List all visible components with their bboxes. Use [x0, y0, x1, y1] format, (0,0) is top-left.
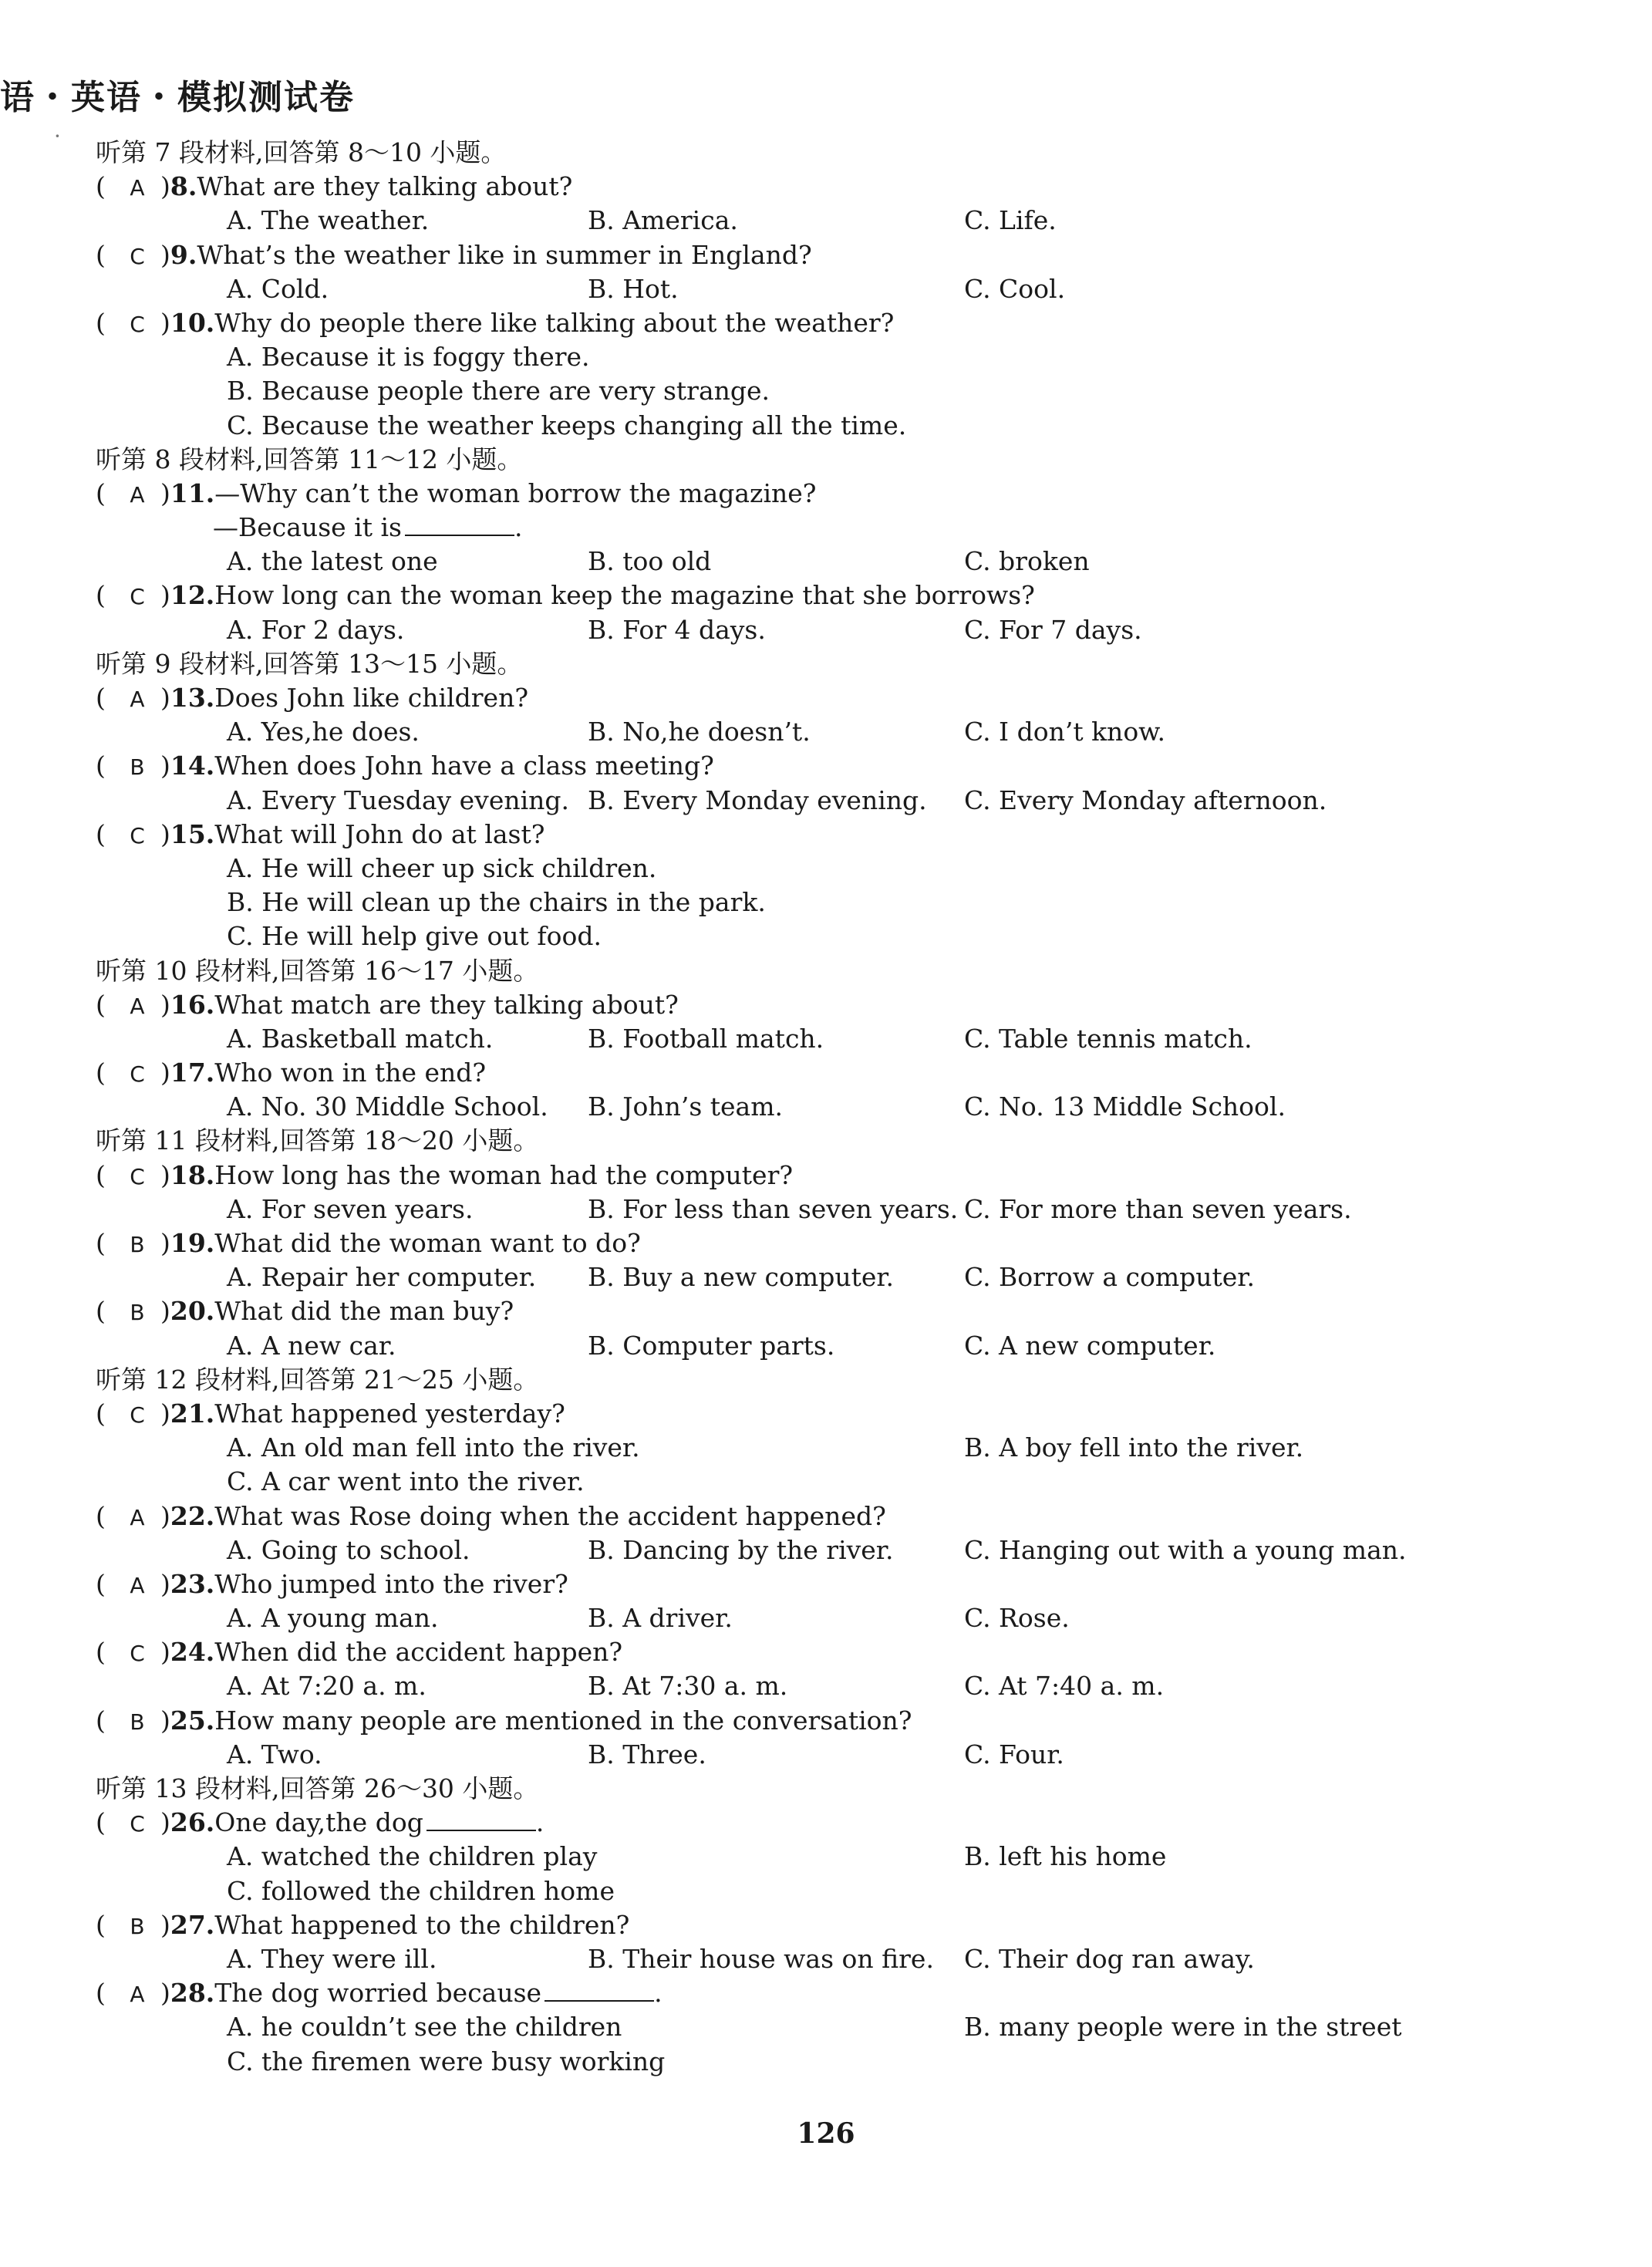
- question-text: What happened yesterday?: [214, 1398, 565, 1429]
- line-section: [96, 647, 1607, 681]
- paren-close: ): [160, 171, 170, 202]
- section-heading: 听第 7 段材料,回答第 8～10 小题。: [96, 137, 507, 167]
- line-question: [96, 1397, 1607, 1431]
- paren-open: (: [96, 1637, 106, 1668]
- option-a: A. Cold.: [227, 273, 329, 304]
- question-number: 12.: [170, 580, 215, 611]
- line-options3: [96, 204, 1607, 238]
- option-b: B. For 4 days.: [588, 614, 766, 645]
- line-options3: [96, 1942, 1607, 1976]
- question-number: 20.: [170, 1296, 215, 1327]
- line-option1: [96, 1465, 1607, 1499]
- decorative-dot: ·: [54, 123, 61, 149]
- option-a: A. A young man.: [227, 1603, 439, 1634]
- paren-close: ): [160, 580, 170, 611]
- option-b: B. A boy fell into the river.: [964, 1432, 1304, 1463]
- question: [96, 238, 812, 274]
- question-text: —Why can’t the woman borrow the magazine?: [214, 477, 817, 508]
- option-a: A. Repair her computer.: [227, 1262, 537, 1293]
- question: [96, 1397, 565, 1432]
- question: [96, 749, 714, 784]
- question-text: Why do people there like talking about the weather?: [214, 307, 895, 338]
- line-option1: [96, 340, 1607, 374]
- question-text: How many people are mentioned in the conversation?: [214, 1705, 912, 1736]
- line-section: [96, 1772, 1607, 1806]
- section-heading: 听第 9 段材料,回答第 13～15 小题。: [96, 648, 523, 679]
- paren-open: (: [96, 1228, 106, 1258]
- question-number: 18.: [170, 1159, 215, 1190]
- question: [96, 306, 894, 342]
- paren-close: ): [160, 1228, 170, 1258]
- question-number: 23.: [170, 1568, 215, 1599]
- option-c: C. Four.: [964, 1739, 1064, 1769]
- question-text: What did the man buy?: [214, 1296, 514, 1327]
- option-b: B. Football match.: [588, 1023, 824, 1054]
- option-a: A. An old man fell into the river.: [227, 1432, 640, 1463]
- answer-mark: A: [130, 1504, 145, 1530]
- question: [96, 1976, 662, 2012]
- paren-open: (: [96, 307, 106, 338]
- paren-close: ): [160, 1159, 170, 1190]
- paren-close: ): [160, 477, 170, 508]
- line-options3: [96, 272, 1607, 306]
- option-b: B. too old: [588, 546, 712, 577]
- paren-close: ): [160, 683, 170, 713]
- question-number: 8.: [170, 171, 197, 202]
- line-question: [96, 170, 1607, 204]
- option: B. He will clean up the chairs in the park.: [227, 887, 766, 918]
- line-section: [96, 1363, 1607, 1397]
- line-question: [96, 1159, 1607, 1193]
- option-a: A. Going to school.: [227, 1534, 470, 1565]
- line-option1: [96, 886, 1607, 919]
- paren-close: ): [160, 1978, 170, 2009]
- option-c: C. Every Monday afternoon.: [964, 784, 1327, 815]
- period: .: [654, 1978, 662, 2009]
- option-b: B. Computer parts.: [588, 1330, 835, 1361]
- question: [96, 681, 528, 717]
- question: [96, 1159, 793, 1194]
- line-options3: [96, 1329, 1607, 1363]
- option: C. followed the children home: [227, 1875, 615, 1906]
- line-section: [96, 136, 1607, 170]
- option-c: C. A new computer.: [964, 1330, 1216, 1361]
- line-options3: [96, 1090, 1607, 1124]
- option-c: C. For more than seven years.: [964, 1193, 1352, 1224]
- paren-open: (: [96, 1568, 106, 1599]
- paren-close: ): [160, 239, 170, 270]
- option: B. Because people there are very strange.: [227, 376, 770, 407]
- section-heading: 听第 11 段材料,回答第 18～20 小题。: [96, 1125, 539, 1156]
- response-line: [213, 511, 522, 545]
- question: [96, 1056, 486, 1091]
- question-text: Does John like children?: [214, 683, 529, 713]
- paren-close: ): [160, 751, 170, 781]
- paren-open: (: [96, 751, 106, 781]
- option-c: C. I don’t know.: [964, 717, 1166, 747]
- question-text: How long has the woman had the computer?: [214, 1159, 794, 1190]
- question-text: When does John have a class meeting?: [214, 751, 714, 781]
- line-question: [96, 1567, 1607, 1601]
- option: A. He will cheer up sick children.: [227, 852, 657, 883]
- question: [96, 1500, 886, 1535]
- line-options3: [96, 1738, 1607, 1772]
- paren-close: ): [160, 1500, 170, 1531]
- option-b: B. Dancing by the river.: [588, 1534, 894, 1565]
- question-text: When did the accident happen?: [214, 1637, 623, 1668]
- question: [96, 988, 679, 1024]
- answer-blank: [405, 513, 514, 536]
- question-number: 25.: [170, 1705, 215, 1736]
- option-b: B. America.: [588, 205, 738, 236]
- question-text: The dog worried because: [214, 1978, 542, 2009]
- period: .: [514, 512, 523, 543]
- question-number: 14.: [170, 751, 215, 781]
- question-number: 13.: [170, 683, 215, 713]
- line-options3: [96, 1669, 1607, 1703]
- option-b: B. many people were in the street: [964, 2012, 1402, 2043]
- option-c: C. broken: [964, 546, 1090, 577]
- question-text: What match are they talking about?: [214, 989, 679, 1020]
- answer-mark: C: [130, 1641, 145, 1667]
- option-b: B. No,he doesn’t.: [588, 717, 811, 747]
- line-options3: [96, 715, 1607, 749]
- period: .: [535, 1807, 544, 1838]
- line-question: [96, 579, 1607, 612]
- paren-close: ): [160, 1568, 170, 1599]
- line-options3: [96, 1601, 1607, 1635]
- line-section: [96, 954, 1607, 988]
- question-number: 28.: [170, 1978, 215, 2009]
- option-b: B. Hot.: [588, 273, 679, 304]
- question-number: 9.: [170, 239, 197, 270]
- paren-open: (: [96, 1058, 106, 1088]
- question: [96, 1226, 641, 1262]
- paren-open: (: [96, 1398, 106, 1429]
- paren-open: (: [96, 171, 106, 202]
- option-b: B. A driver.: [588, 1603, 733, 1634]
- line-question: [96, 1908, 1607, 1942]
- option-c: C. Table tennis match.: [964, 1023, 1252, 1054]
- question-number: 10.: [170, 307, 215, 338]
- paren-close: ): [160, 989, 170, 1020]
- option-c: C. Their dog ran away.: [964, 1943, 1255, 1974]
- option-b: B. Three.: [588, 1739, 706, 1769]
- option-b: B. Their house was on fire.: [588, 1943, 934, 1974]
- question-number: 22.: [170, 1500, 215, 1531]
- answer-blank: [544, 1979, 654, 2002]
- question: [96, 1567, 568, 1603]
- option-c: C. Borrow a computer.: [964, 1262, 1255, 1293]
- paren-open: (: [96, 580, 106, 611]
- page-header: 语・英语・模拟测试卷: [0, 78, 355, 117]
- line-question: [96, 818, 1607, 852]
- option: A. Because it is foggy there.: [227, 342, 590, 373]
- option-a: A. A new car.: [227, 1330, 396, 1361]
- question: [96, 1806, 544, 1841]
- line-options3: [96, 1022, 1607, 1056]
- paren-open: (: [96, 1159, 106, 1190]
- option-c: C. Hanging out with a young man.: [964, 1534, 1407, 1565]
- line-question: [96, 1635, 1607, 1669]
- paren-close: ): [160, 1705, 170, 1736]
- answer-mark: C: [130, 584, 145, 610]
- option: C. the firemen were busy working: [227, 2046, 666, 2076]
- line-option1: [96, 2045, 1607, 2079]
- paren-close: ): [160, 1398, 170, 1429]
- option-a: A. Two.: [227, 1739, 322, 1769]
- line-options2: [96, 2010, 1607, 2044]
- option: C. A car went into the river.: [227, 1466, 585, 1497]
- answer-mark: A: [130, 993, 145, 1019]
- question-number: 16.: [170, 989, 215, 1020]
- answer-mark: B: [130, 1913, 145, 1939]
- option-a: A. For seven years.: [227, 1193, 474, 1224]
- paren-open: (: [96, 239, 106, 270]
- line-options3: [96, 545, 1607, 579]
- line-options3: [96, 613, 1607, 647]
- question-text: What happened to the children?: [214, 1909, 630, 1940]
- paren-open: (: [96, 1909, 106, 1940]
- option-a: A. Basketball match.: [227, 1023, 494, 1054]
- section-heading: 听第 8 段材料,回答第 11～12 小题。: [96, 444, 523, 474]
- line-options3: [96, 1260, 1607, 1294]
- section-heading: 听第 10 段材料,回答第 16～17 小题。: [96, 955, 539, 986]
- question-text: Who jumped into the river?: [214, 1568, 568, 1599]
- line-question: [96, 988, 1607, 1022]
- option-a: A. For 2 days.: [227, 614, 405, 645]
- question-text: What will John do at last?: [214, 818, 545, 849]
- answer-mark: A: [130, 1982, 145, 2008]
- question: [96, 1635, 622, 1671]
- answer-mark: A: [130, 1572, 145, 1598]
- question-text: What are they talking about?: [197, 171, 573, 202]
- question-text: What’s the weather like in summer in England?: [197, 239, 812, 270]
- answer-mark: A: [130, 175, 145, 201]
- paren-close: ): [160, 818, 170, 849]
- answer-mark: C: [130, 1811, 145, 1837]
- answer-mark: C: [130, 1061, 145, 1088]
- answer-mark: C: [130, 1163, 145, 1189]
- option-a: A. At 7:20 a. m.: [227, 1671, 426, 1702]
- line-options2: [96, 1840, 1607, 1874]
- line-blankline: [96, 511, 1607, 545]
- option-a: A. Every Tuesday evening.: [227, 784, 570, 815]
- question: [96, 1704, 912, 1739]
- question: [96, 1294, 514, 1330]
- line-question: [96, 238, 1607, 272]
- paren-open: (: [96, 1500, 106, 1531]
- question-number: 15.: [170, 818, 215, 849]
- option-c: C. Cool.: [964, 273, 1066, 304]
- option-b: B. At 7:30 a. m.: [588, 1671, 788, 1702]
- answer-mark: A: [130, 481, 145, 508]
- line-question: [96, 749, 1607, 783]
- paren-close: ): [160, 307, 170, 338]
- answer-mark: B: [130, 1709, 145, 1735]
- option-a: A. No. 30 Middle School.: [227, 1091, 548, 1122]
- option-b: B. Buy a new computer.: [588, 1262, 894, 1293]
- line-question: [96, 1806, 1607, 1840]
- question: [96, 477, 816, 512]
- question-text: Who won in the end?: [214, 1058, 487, 1088]
- response-text: —Because it is: [213, 512, 402, 543]
- line-option1: [96, 1874, 1607, 1908]
- paren-open: (: [96, 1807, 106, 1838]
- paren-close: ): [160, 1637, 170, 1668]
- option-a: A. The weather.: [227, 205, 430, 236]
- answer-mark: B: [130, 1232, 145, 1257]
- line-question: [96, 1294, 1607, 1328]
- line-options2: [96, 1431, 1607, 1465]
- line-question: [96, 1500, 1607, 1533]
- question-text: One day,the dog: [214, 1807, 423, 1838]
- paren-open: (: [96, 1705, 106, 1736]
- option-a: A. They were ill.: [227, 1943, 437, 1974]
- paren-close: ): [160, 1058, 170, 1088]
- question-number: 11.: [170, 477, 215, 508]
- question: [96, 579, 1035, 614]
- paren-open: (: [96, 818, 106, 849]
- option-b: B. John’s team.: [588, 1091, 783, 1122]
- option-c: C. For 7 days.: [964, 614, 1142, 645]
- section-heading: 听第 13 段材料,回答第 26～30 小题。: [96, 1773, 539, 1803]
- answer-mark: B: [130, 754, 145, 781]
- question-number: 21.: [170, 1398, 215, 1429]
- line-question: [96, 1056, 1607, 1090]
- answer-mark: C: [130, 243, 145, 269]
- answer-mark: C: [130, 1402, 145, 1428]
- paren-close: ): [160, 1296, 170, 1327]
- line-question: [96, 1226, 1607, 1260]
- option-a: A. watched the children play: [227, 1841, 598, 1872]
- line-option1: [96, 919, 1607, 953]
- line-section: [96, 1124, 1607, 1158]
- answer-mark: C: [130, 311, 145, 337]
- line-option1: [96, 852, 1607, 886]
- question-text: How long can the woman keep the magazine that she borrows?: [214, 580, 1035, 611]
- option-b: B. For less than seven years.: [588, 1193, 959, 1224]
- section-heading: 听第 12 段材料,回答第 21～25 小题。: [96, 1364, 539, 1395]
- answer-mark: A: [130, 687, 145, 712]
- paren-open: (: [96, 477, 106, 508]
- option: C. He will help give out food.: [227, 921, 602, 952]
- option-c: C. No. 13 Middle School.: [964, 1091, 1286, 1122]
- option-c: C. Life.: [964, 205, 1057, 236]
- option: C. Because the weather keeps changing all the time.: [227, 410, 907, 440]
- paren-open: (: [96, 989, 106, 1020]
- answer-mark: C: [130, 822, 145, 848]
- line-question: [96, 1704, 1607, 1738]
- option-b: B. left his home: [964, 1841, 1167, 1872]
- line-options3: [96, 784, 1607, 818]
- line-question: [96, 1976, 1607, 2010]
- line-option1: [96, 374, 1607, 408]
- paren-open: (: [96, 1978, 106, 2009]
- question-text: What did the woman want to do?: [214, 1228, 641, 1258]
- line-section: [96, 443, 1607, 477]
- line-question: [96, 477, 1607, 511]
- answer-mark: B: [130, 1300, 145, 1326]
- option-a: A. Yes,he does.: [227, 717, 420, 747]
- question: [96, 818, 544, 853]
- question: [96, 1908, 629, 1944]
- line-options3: [96, 1533, 1607, 1567]
- option-a: A. he couldn’t see the children: [227, 2012, 622, 2043]
- option-c: C. At 7:40 a. m.: [964, 1671, 1165, 1702]
- line-options3: [96, 1193, 1607, 1226]
- option-a: A. the latest one: [227, 546, 438, 577]
- question-number: 24.: [170, 1637, 215, 1668]
- option-c: C. Rose.: [964, 1603, 1070, 1634]
- answer-blank: [426, 1808, 536, 1831]
- question-number: 27.: [170, 1909, 215, 1940]
- question-list: [96, 136, 1607, 2079]
- question-number: 26.: [170, 1807, 215, 1838]
- line-question: [96, 306, 1607, 340]
- question-number: 19.: [170, 1228, 215, 1258]
- paren-close: ): [160, 1807, 170, 1838]
- question-number: 17.: [170, 1058, 215, 1088]
- line-question: [96, 681, 1607, 715]
- question: [96, 170, 572, 205]
- paren-open: (: [96, 1296, 106, 1327]
- paren-open: (: [96, 683, 106, 713]
- paren-close: ): [160, 1909, 170, 1940]
- option-b: B. Every Monday evening.: [588, 784, 927, 815]
- page-number: 126: [797, 2117, 855, 2150]
- question-text: What was Rose doing when the accident happened?: [214, 1500, 886, 1531]
- line-option1: [96, 409, 1607, 443]
